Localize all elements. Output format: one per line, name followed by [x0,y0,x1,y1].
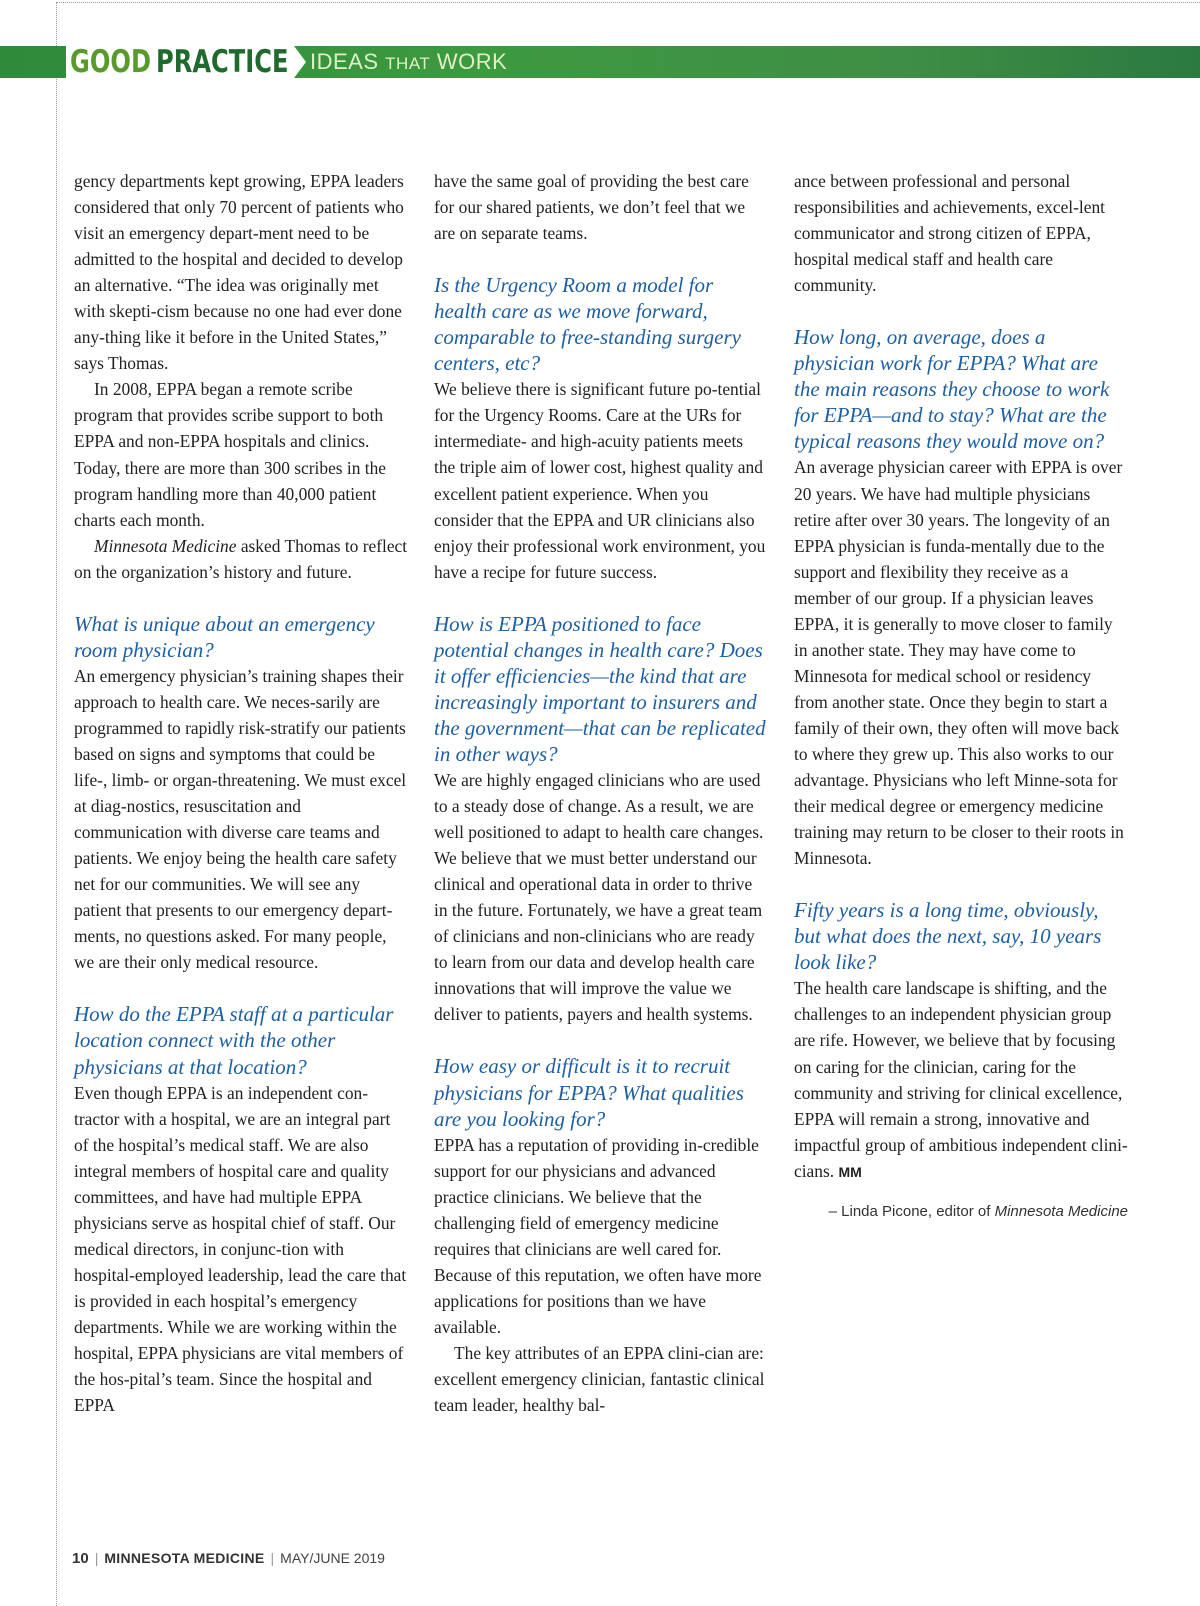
body-paragraph: In 2008, EPPA began a remote scribe program that provides scribe support to both EPPA and non-EPPA hospitals and clinics. Today, there are more than 300 scribes in the program handling more than 40,000 patient charts each month. [74,379,387,530]
section-label-good: GOOD [70,44,152,80]
subtitle-work: WORK [436,49,508,74]
page-border-top [56,2,1200,3]
body-text: asked Thomas to reflect on the organization’s history and future. [74,535,408,582]
question-heading: How do the EPPA staff at a particular location connect with the other physicians at that location? [74,1002,394,1079]
body-paragraph [74,533,408,585]
answer-paragraph: An average physician career with EPPA is over 20 years. We have had multiple physicians retire after over 30 years. The longevity of an EPPA physician is funda-mentally due to the support and flexibility they receive as a member of our group. If a physician leaves EPPA, it is generally to move closer to family in another state. They may have come to Minnesota for medical school or residency from another state. Once they begin to start a family of their own, they often will move back to where they grew up. This also works to our advantage. Physicians who left Minne-sota for their medical degree or emergency medicine training may return to be closer to their roots in Minnesota. [794,457,1124,869]
answer-paragraph: We believe there is significant future po-tential for the Urgency Rooms. Care at the URs for intermediate- and high-acuity patients meets the triple aim of lower cost, highest quality and excellent patient experience. When you consider that the EPPA and UR clinicians also enjoy their professional work environment, you have a recipe for future success. [434,379,766,582]
subtitle-ideas: IDEAS [310,49,379,74]
article-column-2 [434,168,768,1418]
body-paragraph: gency departments kept growing, EPPA leaders considered that only 70 percent of patients who visit an emergency depart-ment need to be admitted to the hospital and decided to develop an alternative. “The idea was originally met with skepti-cism because no one had ever done any-thing like it before in the United States,” says Thomas. [74,171,404,374]
answer-paragraph: An emergency physician’s training shapes their approach to health care. We neces-sarily are programmed to rapidly risk-stratify our patients based on signs and symptoms that could be life-, limb- or organ-threatening. We must excel at diag-nostics, resuscitation and communication with diverse care teams and patients. We enjoy being the health care safety net for our communities. We will see any patient that presents to our emergency depart-ments, no questions asked. For many people, we are their only medical resource. [74,665,407,973]
answer-paragraph [794,975,1128,1184]
page-footer [72,1550,385,1567]
body-text: The health care landscape is shifting, and the challenges to an independent physician group are rife. However, we believe that by focusing on caring for the clinician, caring for the community and striving for clinical excellence, EPPA will remain a strong, innovative and impactful group of ambitious independent clini-cians. [794,978,1128,1181]
body-paragraph: have the same goal of providing the best care for our shared patients, we don’t feel that we are on separate teams. [434,171,749,244]
question-heading: How is EPPA positioned to face potential changes in health care? Does it offer efficiencies—the kind that are increasingly important to insurers and the government—that can be replicated in other ways? [434,611,766,766]
question-heading: Fifty years is a long time, obviously, but what does the next, say, 10 years look like? [794,898,1102,975]
end-mark: MM [838,1163,862,1180]
page-border-left [56,2,57,1606]
answer-paragraph: EPPA has a reputation of providing in-credible support for our physicians and advanced practice clinicians. We believe that the challenging field of emergency medicine requires that clinicians are well cared for. Because of this reputation, we often have more applications for positions than we have available. [434,1134,762,1337]
footer-separator: | [94,1550,99,1566]
question-heading: How long, on average, does a physician work for EPPA? What are the main reasons they choose to work for EPPA—and to stay? What are the typical reasons they would move on? [794,325,1110,454]
subtitle-that: THAT [385,54,431,73]
body-paragraph: ance between professional and personal responsibilities and achievements, excel-lent communicator and strong citizen of EPPA, hospital medical staff and health care community. [794,171,1105,296]
page-number: 10 [72,1550,89,1567]
section-label [70,44,296,80]
answer-paragraph: We are highly engaged clinicians who are used to a steady dose of change. As a result, we are well positioned to adapt to health care changes. We believe that we must better understand our clinical and operational data in order to thrive in the future. Fortunately, we have a great team of clinicians and non-clinicians who are ready to learn from our data and develop health care innovations that will improve the value we deliver to patients, payers and health systems. [434,769,764,1025]
section-subtitle [310,49,507,75]
question-heading: Is the Urgency Room a model for health care as we move forward, comparable to free-standing surgery centers, etc? [434,273,741,376]
answer-paragraph: Even though EPPA is an independent con-tractor with a hospital, we are an integral part of the hospital’s medical staff. We are also integral members of hospital care and quality committees, and have had multiple EPPA physicians serve as hospital chief of staff. Our medical directors, in conjunc-tion with hospital-employed leadership, lead the care that is provided in each hospital’s emergency departments. While we are working within the hospital, EPPA physicians are vital members of the hos-pital’s team. Since the hospital and EPPA [74,1082,407,1416]
signature-text: – Linda Picone, editor of [828,1202,995,1220]
issue-date: MAY/JUNE 2019 [280,1550,385,1566]
question-heading: What is unique about an emergency room physician? [74,611,375,662]
chevron-right-icon [294,46,306,78]
magazine-name: MINNESOTA MEDICINE [104,1550,265,1566]
footer-separator: | [270,1550,275,1566]
article-column-3 [794,168,1128,1225]
section-label-practice: PRACTICE [156,44,289,80]
question-heading: How easy or difficult is it to recruit physicians for EPPA? What qualities are you looking for? [434,1054,744,1131]
author-signature [794,1199,1128,1225]
publication-name: Minnesota Medicine [94,535,237,556]
article-column-1 [74,168,408,1418]
answer-paragraph: The key attributes of an EPPA clini-cian are: excellent emergency clinician, fantastic clinical team leader, healthy bal- [434,1342,765,1416]
signature-publication: Minnesota Medicine [994,1202,1128,1220]
